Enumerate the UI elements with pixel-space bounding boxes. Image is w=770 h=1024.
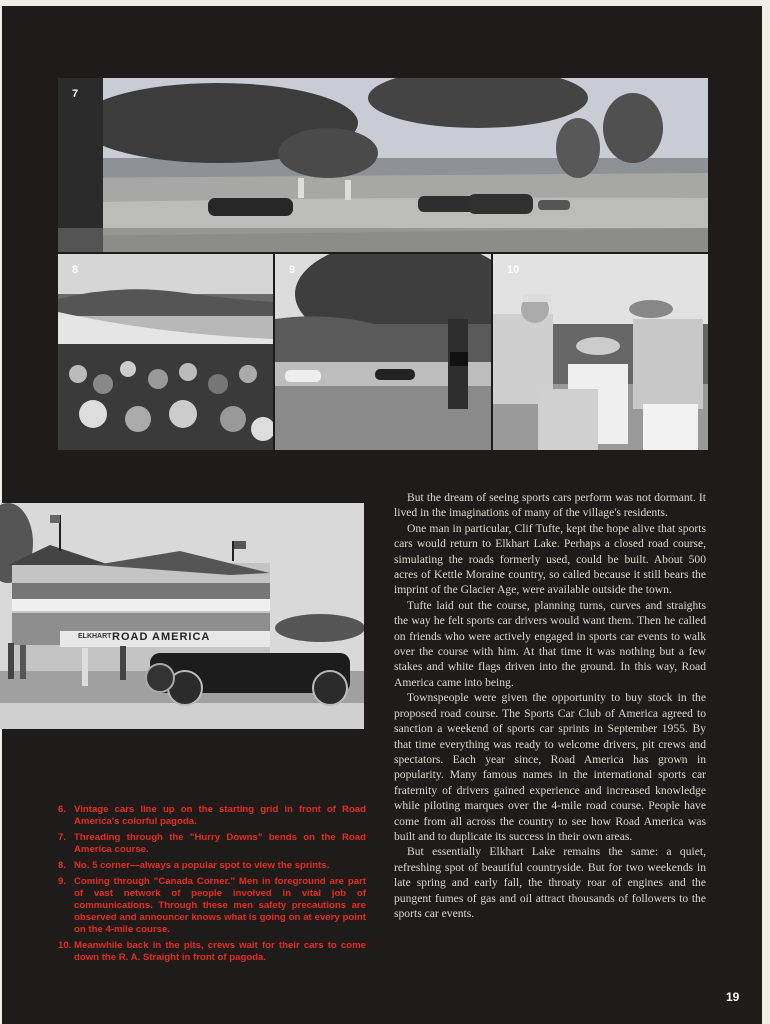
photo-8 <box>58 254 273 450</box>
photo-7-image <box>58 78 708 252</box>
caption-number: 8. <box>58 860 67 871</box>
photo-6 <box>0 503 364 729</box>
caption-text: Threading through the "Hurry Downs" bends on the Road America course. <box>74 832 366 855</box>
caption-item <box>58 876 366 936</box>
caption-item <box>58 940 366 964</box>
caption-item <box>58 832 366 856</box>
body-paragraph: But essentially Elkhart Lake remains the same: a quiet, refreshing spot of beautiful countryside. But for two weekends in late spring and early fall, the throaty roar of engines and the pungent fumes of gas and oil attract thousands of followers to the sports car events. <box>394 845 706 920</box>
photo-9 <box>275 254 491 450</box>
body-paragraph: But the dream of seeing sports cars perform was not dormant. It lived in the imaginations of many of the village's residents. <box>394 491 706 520</box>
pagoda-sign: ROAD AMERICA <box>112 631 211 643</box>
caption-number: 9. <box>58 876 67 887</box>
photo-8-image <box>58 254 273 450</box>
photo-10 <box>493 254 708 450</box>
caption-number: 6. <box>58 804 67 815</box>
photo-6-image <box>0 503 364 729</box>
body-paragraph: Townspeople were given the opportunity to buy stock in the proposed road course. The Sports Car Club of America agreed to sanction a weekend of sports car sprints in September 1955. By that time everything was ready to welcome drivers, pit crews and spectators. Each year since, Road America has grown in popularity. Many famous names in the international sports car fraternity of drivers gained experience and increased knowledge while piloting marques over the 4-mile road course. People have come from all across the country to see how Road America was built and to duplicate its success in their own areas. <box>394 691 706 843</box>
photo-9-image <box>275 254 491 450</box>
photo-8-number: 8 <box>72 264 79 276</box>
caption-number: 7. <box>58 832 67 843</box>
caption-text: Vintage cars line up on the starting grid in front of Road America's colorful pagoda. <box>74 804 366 827</box>
photo-9-number: 9 <box>289 264 296 276</box>
caption-text: Meanwhile back in the pits, crews wait for their cars to come down the R. A. Straight in front of pagoda. <box>74 940 366 963</box>
body-paragraph: Tufte laid out the course, planning turns, curves and straights the way he felt sports car drivers would want them. Then he called on friends who were actively engaged in sports car events to walk over the course with him. At that time it was nothing but a few stakes and white flags driven into the ground. In this way, Road America came into being. <box>394 598 706 689</box>
caption-text: Coming through "Canada Corner." Men in foreground are part of vast network of people involved in vital job of communications. Through these men safety precautions are observed and announcer knows what is going on at every point on the 4-mile course. <box>74 876 366 935</box>
caption-number: 10. <box>58 940 72 951</box>
page-number: 19 <box>726 990 740 1004</box>
photo-captions <box>58 804 366 968</box>
photo-7 <box>58 78 708 252</box>
photo-10-number: 10 <box>507 264 520 276</box>
photo-7-number: 7 <box>72 88 79 100</box>
photo-10-image <box>493 254 708 450</box>
article-body <box>394 490 706 921</box>
caption-item <box>58 804 366 828</box>
caption-text: No. 5 corner—always a popular spot to view the sprints. <box>74 860 330 871</box>
caption-item <box>58 860 366 872</box>
body-paragraph: One man in particular, Clif Tufte, kept the hope alive that sports cars would return to Elkhart Lake. Perhaps a closed road course, simulating the roads formerly used, could be built. About 500 acres of Kettle Moraine country, so called because it still bears the imprint of the Glacier Age, were available outside the town. <box>394 521 706 597</box>
pagoda-small-sign: ELKHART <box>78 633 112 640</box>
